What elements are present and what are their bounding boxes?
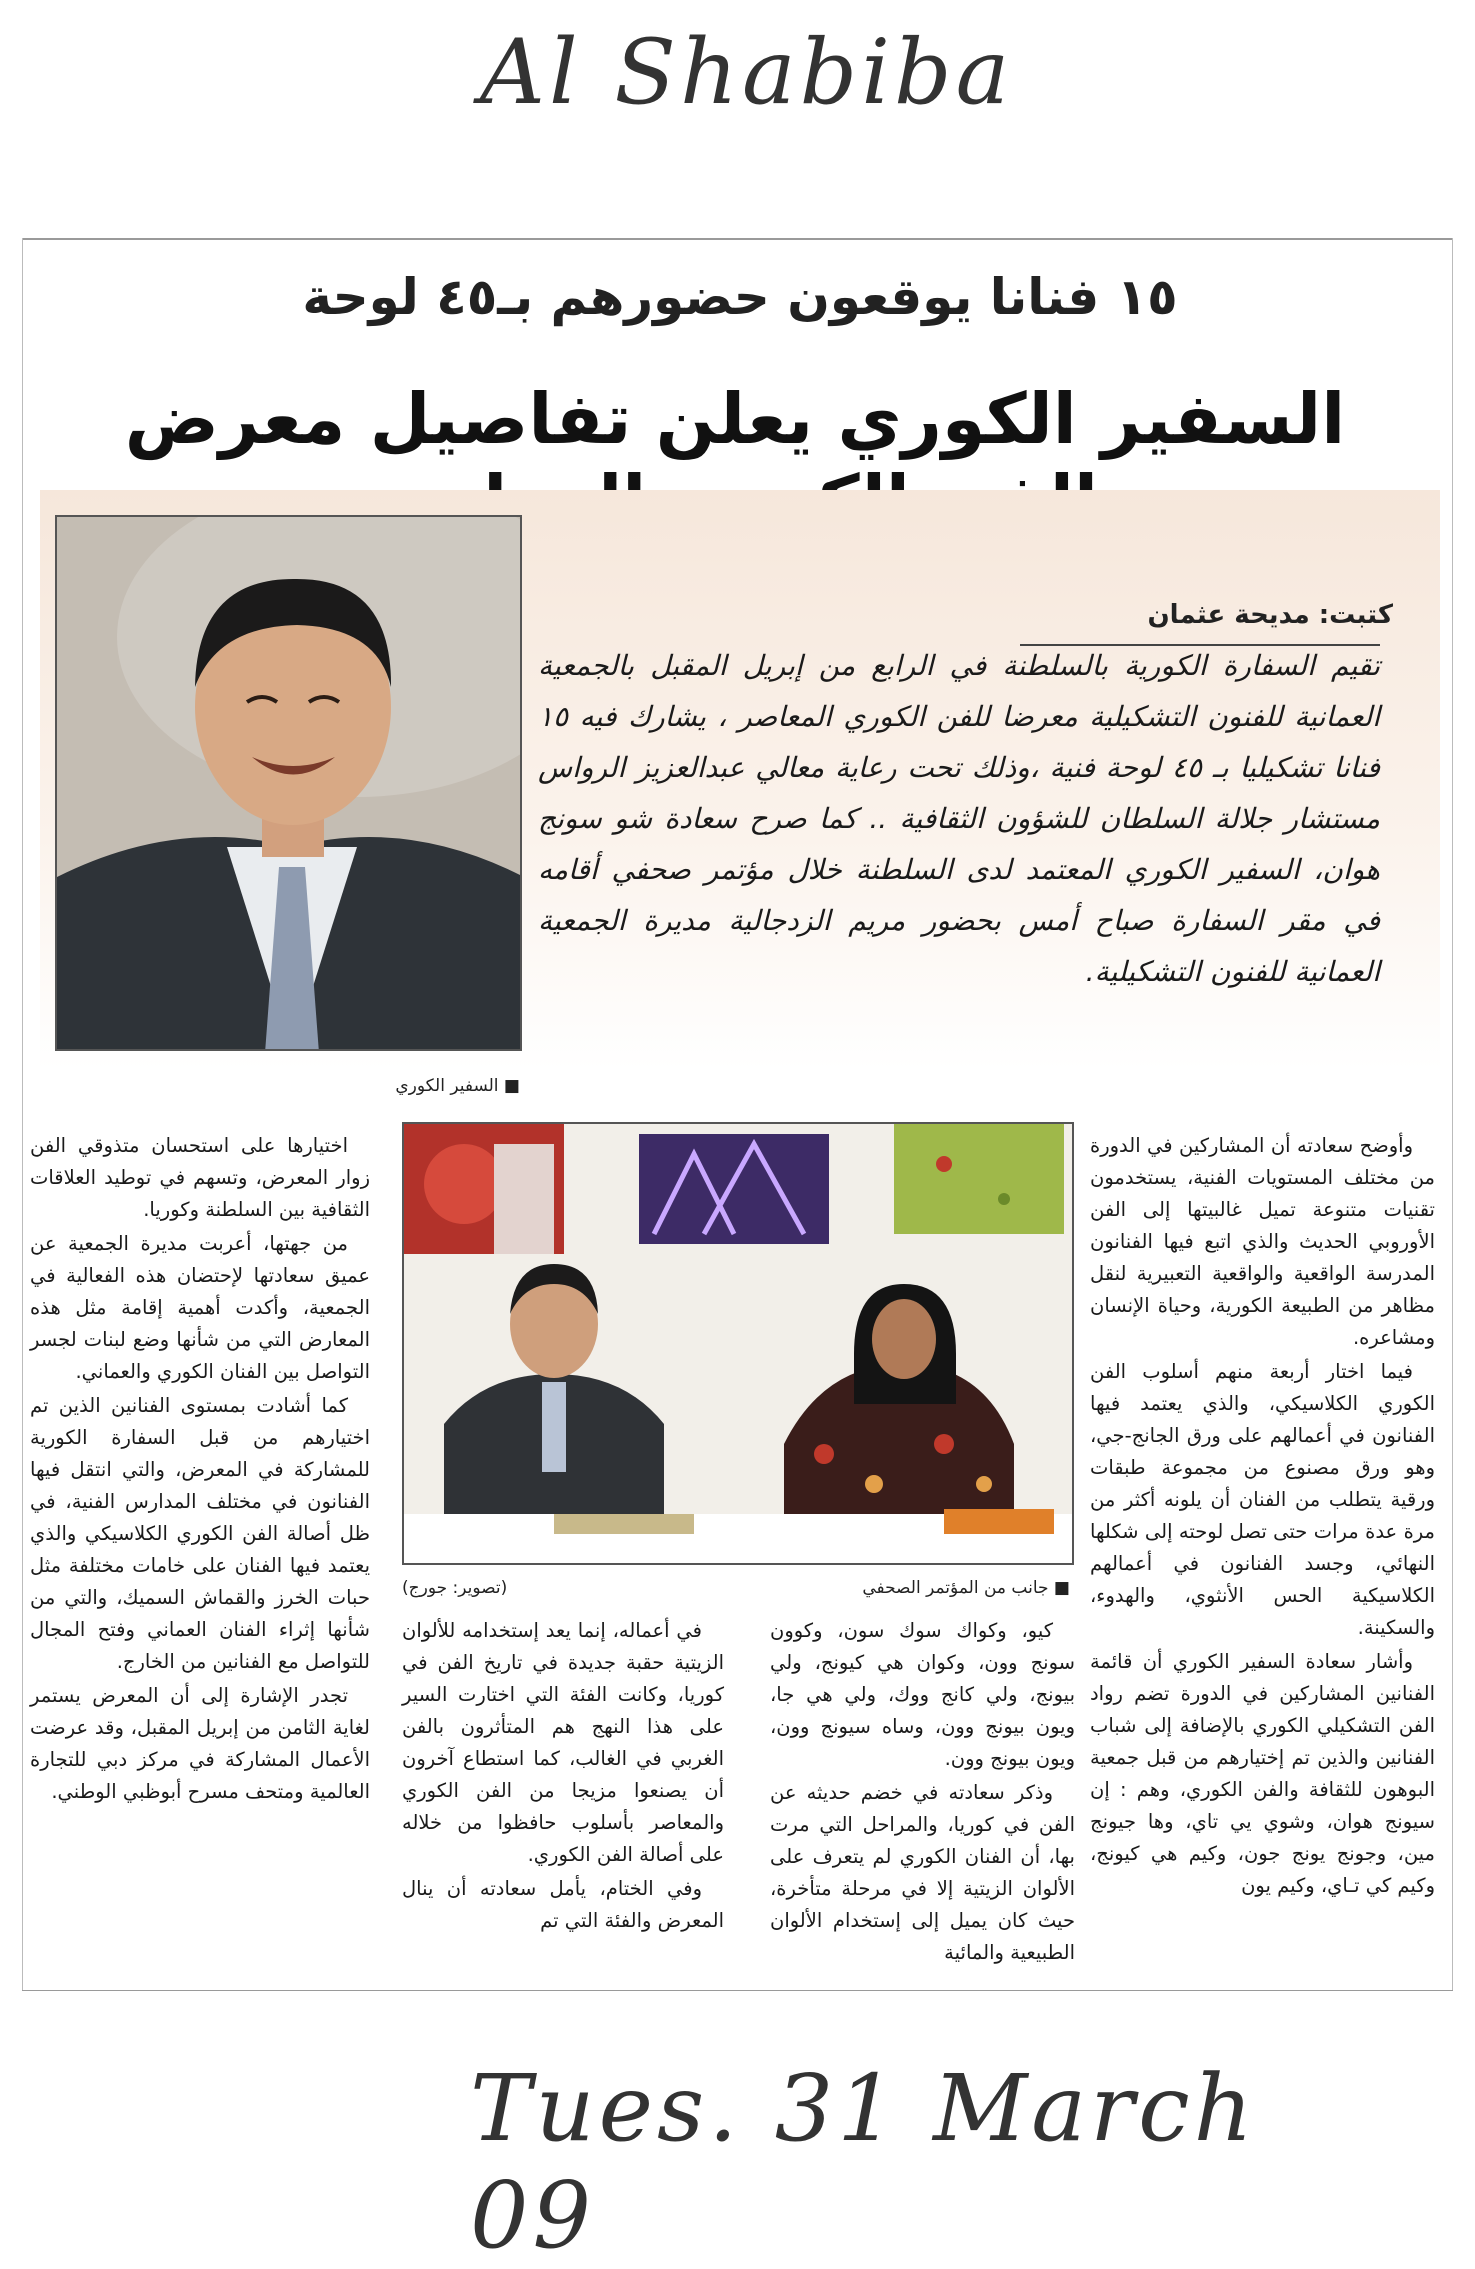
handwritten-date: Tues. 31 March 09 [470, 2055, 1257, 2269]
paragraph: اختيارها على استحسان متذوقي الفن زوار المعرض، وتسهم في توطيد العلاقات الثقافية بين السلطنة وكوريا. [30, 1134, 370, 1221]
article-kicker: ١٥ فنانا يوقعون حضورهم بـ٤٥ لوحة [302, 268, 1178, 326]
ambassador-photo-illustration [57, 517, 522, 1051]
article-column-right [1090, 1130, 1435, 1904]
paragraph: وأوضح سعادته أن المشاركين في الدورة من مختلف المستويات الفنية، يستخدمون تقنيات متنوعة تميل غالبيتها إلى الفن الأوروبي الحديث والذي اتبع فيها الفنانون المدرسة الواقعية والواقعية التعبيرية لنقل مظاهر من الطبيعة الكورية، وحياة الإنسان ومشاعره. [1090, 1134, 1435, 1349]
article-byline: كتبت: مديحة عثمان [1147, 600, 1393, 630]
paragraph: فيما اختار أربعة منهم أسلوب الفن الكوري الكلاسيكي، والذي يعتمد فيها الفنانون في أعمالهم على ورق الجانج-جي، وهو ورق مصنوع من مجموعة طبقات ورقية يتطلب من الفنان أن يلونه أكثر من مرة عدة مرات حتى تصل لوحته إلى شكلها النهائي، وجسد الفنانون في أعمالهم الكلاسيكية الحس الأنثوي، والهدوء، والسكينة. [1090, 1360, 1435, 1639]
paragraph: تجدر الإشارة إلى أن المعرض يستمر لغاية الثامن من إبريل المقبل، وقد عرضت الأعمال المشاركة في مركز دبي للتجارة العالمية ومتحف مسرح أبوظبي الوطني. [30, 1684, 370, 1803]
press-photo-credit: (تصوير: جورج) [402, 1578, 508, 1598]
paragraph: وفي الختام، يأمل سعادته أن ينال المعرض والفئة التي تم [402, 1877, 724, 1932]
top-rule [22, 238, 1453, 240]
frame-left-border [22, 238, 23, 1990]
paragraph: كما أشادت بمستوى الفنانين الذين تم اختيارهم من قبل السفارة الكورية للمشاركة في المعرض، والتي انتقل فيها الفنانون في مختلف المدارس الفنية، في ظل أصالة الفن الكوري الكلاسيكي والذي يعتمد فيها الفنان على خامات مختلفة مثل حبات الخرز والقماش السميك، والتي من شأنها إثراء الفنان العماني وفتح المجال للتواصل مع الفنانين من الخارج. [30, 1394, 370, 1673]
frame-right-border [1452, 238, 1453, 1990]
article-column-middle-right [770, 1615, 1075, 1971]
paragraph: وأشار سعادة السفير الكوري أن قائمة الفنانين المشاركين في الدورة تضم رواد الفن التشكيلي الكوري بالإضافة إلى شباب الفنانين والذين تم إختيارهم من قبل جمعية البوهون للثقافة والفن الكوري، وهم : إن سيونج هوان، وشوي يي تاي، وها جيونج مين، وجونج يونج جون، وكيم هي كيونج، وكيم كي تـاي، وكيم يون [1090, 1650, 1435, 1897]
ambassador-photo-caption: ■ السفير الكوري [395, 1076, 520, 1096]
paragraph: كيو، وكواك سوك سون، وكوون سونج وون، وكوان هي كيونج، ولي بيونج، ولي كانج ووك، ولي هي جا، ويون بيونج وون، وساه سيونج وون، ويون بيونج وون. [770, 1619, 1075, 1770]
handwritten-publication-name: Al Shabiba [480, 20, 1014, 125]
press-conference-illustration [404, 1124, 1074, 1565]
paragraph: في أعماله، إنما يعد إستخدامه للألوان الزيتية حقبة جديدة في تاريخ الفن في كوريا، وكانت الفئة التي اختارت السير على هذا النهج هم المتأثرون بالفن الغربي في الغالب، كما استطاع آخرون أن يصنعوا مزيجا من الفن الكوري والمعاصر بأسلوب حافظوا من خلاله على أصالة الفن الكوري. [402, 1619, 724, 1866]
article-headline: السفير الكوري يعلن تفاصيل معرض [124, 378, 1346, 460]
ambassador-photo [55, 515, 522, 1051]
article-intro: تقيم السفارة الكورية بالسلطنة في الرابع من إبريل المقبل بالجمعية العمانية للفنون التشكيلية معرضا للفن الكوري المعاصر ، يشارك فيه ١٥ فنانا تشكيليا بـ ٤٥ لوحة فنية ،وذلك تحت رعاية معالي عبدالعزيز الرواس مستشار جلالة السلطان للشؤون الثقافية .. كما صرح سعادة شو سونج هوان، السفير الكوري المعتمد لدى السلطنة خلال مؤتمر صحفي أقامه في مقر السفارة صباح أمس بحضور مريم الزدجالية مديرة الجمعية العمانية للفنون التشكيلية. [538, 649, 1381, 988]
article-column-left [30, 1130, 370, 1810]
press-conference-photo [402, 1122, 1074, 1565]
article-column-middle-left [402, 1615, 724, 1939]
paragraph: من جهتها، أعربت مديرة الجمعية عن عميق سعادتها لإحتضان هذه الفعالية في الجمعية، وأكدت أهمية إقامة مثل هذه المعارض التي من شأنها وضع لبنات لجسر التواصل بين الفنان الكوري والعماني. [30, 1232, 370, 1383]
bottom-rule [22, 1990, 1453, 1991]
paragraph: وذكر سعادته في خضم حديثه عن الفن في كوريا، والمراحل التي مرت بها، أن الفنان الكوري لم يتعرف على الألوان الزيتية إلا في مرحلة متأخرة، حيث كان يميل إلى إستخدام الألوان الطبيعية والمائية [770, 1781, 1075, 1964]
press-photo-caption: ■ جانب من المؤتمر الصحفي [862, 1578, 1070, 1598]
